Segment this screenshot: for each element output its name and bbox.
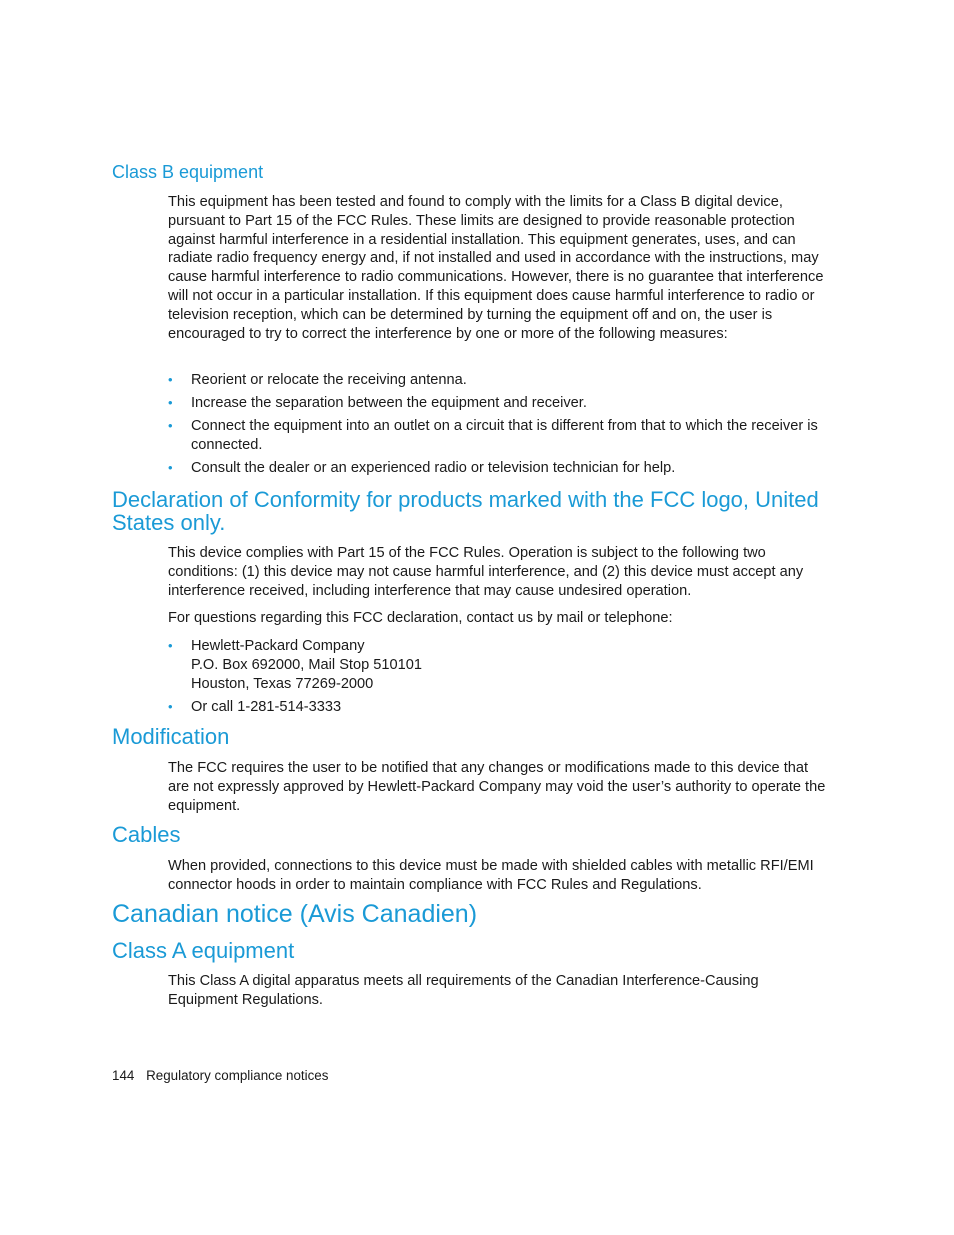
bullet-icon: • bbox=[168, 638, 173, 653]
modification-paragraph: The FCC requires the user to be notified that any changes or modifications made to this device that are not expressly approved by Hewlett-Packard Company may void the user’s authority to operate the equipment. bbox=[168, 760, 826, 814]
footer-title: Regulatory compliance notices bbox=[146, 1068, 329, 1083]
declaration-paragraph-1: This device complies with Part 15 of the FCC Rules. Operation is subject to the following two conditions: (1) this device may not cause harmful interference, and (2) this device must accept any interference received, including interference that may cause undesired operation. bbox=[168, 545, 804, 599]
declaration-paragraph-2: For questions regarding this FCC declaration, contact us by mail or telephone: bbox=[168, 610, 673, 626]
heading-canadian-notice: Canadian notice (Avis Canadien) bbox=[112, 900, 478, 928]
heading-cables: Cables bbox=[112, 822, 181, 847]
heading-modification: Modification bbox=[112, 724, 230, 749]
class-b-paragraph: This equipment has been tested and found to comply with the limits for a Class B digital device, pursuant to Part 15 of the FCC Rules. These limits are designed to provide reasonable protection against harmful interference in a residential installation. This equipment generates, uses, and can radiate radio frequency energy and, if not installed and used in accordance with the instructions, may cause harmful interference to radio communications. However, there is no guarantee that interference will not occur in a particular installation. If this equipment does cause harmful interference to radio or television reception, which can be determined by turning the equipment off and on, the user is encouraged to try to correct the interference by one or more of the following measures: bbox=[168, 194, 824, 342]
class-a-paragraph: This Class A digital apparatus meets all requirements of the Canadian Interference-Causing Equipment Regulations. bbox=[168, 973, 759, 1008]
page-footer bbox=[112, 1068, 328, 1083]
list-item bbox=[168, 698, 830, 717]
cables-paragraph: When provided, connections to this device must be made with shielded cables with metallic RFI/EMI connector hoods in order to maintain compliance with FCC Rules and Regulations. bbox=[168, 858, 814, 893]
page-number: 144 bbox=[112, 1068, 135, 1083]
heading-declaration-of-conformity: Declaration of Conformity for products marked with the FCC logo, United States only. bbox=[112, 487, 819, 535]
phone-line: Or call 1-281-514-3333 bbox=[191, 699, 342, 715]
bullet-icon: • bbox=[168, 418, 173, 433]
address-block bbox=[191, 637, 830, 693]
list-item-text: Connect the equipment into an outlet on a circuit that is different from that to which the receiver is connected. bbox=[191, 418, 818, 453]
list-item bbox=[168, 459, 830, 478]
list-item-text: Consult the dealer or an experienced radio or television technician for help. bbox=[191, 460, 676, 476]
bullet-icon: • bbox=[168, 395, 173, 410]
bullet-icon: • bbox=[168, 372, 173, 387]
bullet-icon: • bbox=[168, 699, 173, 714]
list-item-text: Reorient or relocate the receiving antenna. bbox=[191, 372, 467, 388]
address-company: Hewlett-Packard Company bbox=[191, 638, 365, 654]
list-item-text: Increase the separation between the equipment and receiver. bbox=[191, 395, 587, 411]
list-item bbox=[168, 371, 830, 390]
list-item bbox=[168, 394, 830, 413]
heading-class-a-equipment: Class A equipment bbox=[112, 938, 295, 963]
address-city: Houston, Texas 77269-2000 bbox=[191, 675, 374, 692]
list-item bbox=[168, 417, 830, 455]
bullet-icon: • bbox=[168, 460, 173, 475]
list-item bbox=[168, 637, 830, 693]
address-po-box: P.O. Box 692000, Mail Stop 510101 bbox=[191, 656, 422, 673]
heading-class-b-equipment: Class B equipment bbox=[112, 162, 264, 182]
